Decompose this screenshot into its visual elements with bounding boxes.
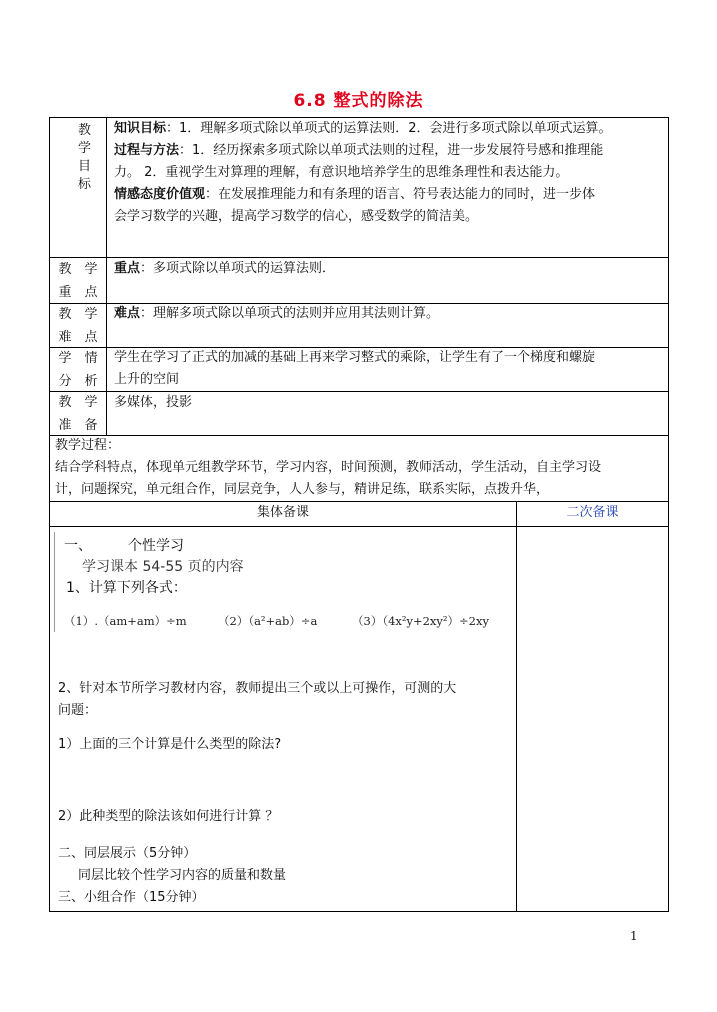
paragraph-2	[58, 678, 514, 722]
emotion-key: 情感态度价值观	[114, 187, 206, 202]
formula-3: （3）（4x²y+2xy²）÷2xy	[352, 614, 489, 628]
header-secondary: 二次备课	[566, 505, 619, 520]
goals-label-text: 教学目标	[78, 123, 92, 192]
question-2: 2）此种类型的除法该如何进行计算 ？	[58, 809, 279, 824]
paragraph-2-line-2: 问题：	[58, 703, 98, 718]
focus-label	[50, 258, 106, 304]
prep-label	[50, 391, 106, 437]
paragraph-2-line-1: 2、针对本节所学习教材内容，教师提出三个或以上可操作，可测的大	[58, 681, 457, 696]
focus-label-1: 教 学	[58, 262, 98, 277]
process-heading: 教学过程：	[55, 438, 121, 453]
prep-label-1: 教 学	[58, 395, 98, 410]
difficulty-label	[50, 303, 106, 349]
difficulty-label-1: 教 学	[58, 307, 98, 322]
goals-label	[78, 122, 100, 194]
goals-content	[114, 118, 666, 228]
prep-text: 多媒体，投影	[114, 395, 193, 410]
section-1-title: 个性学习	[128, 538, 184, 554]
section-1-heading	[64, 535, 184, 557]
focus-content	[114, 258, 666, 280]
emotion-text-2: 会学习数学的兴趣，提高学习数学的信心，感受数学的简洁美。	[114, 209, 479, 224]
formula-1: （1）.（am+am）÷m	[64, 614, 187, 628]
process-text-1: 结合学科特点，体现单元组教学环节，学习内容，时间预测，教师活动，学生活动，自主学习设	[55, 460, 602, 475]
emotion-text-1: ：在发展推理能力和有条理的语言、符号表达能力的同时，进一步体	[205, 187, 596, 202]
difficulty-label-2: 难 点	[58, 330, 98, 345]
analysis-label-1: 学 情	[58, 351, 98, 366]
difficulty-key: 难点	[114, 306, 141, 321]
section-1-sub: 学习课本 54-55 页的内容	[82, 559, 244, 575]
header-collective: 集体备课	[256, 505, 309, 520]
page-number: 1	[630, 929, 638, 943]
focus-key: 重点	[114, 261, 141, 276]
page-title: 6.8 整式的除法	[293, 91, 424, 111]
formula-2: （2）（a²+ab）÷a	[218, 614, 318, 628]
analysis-label-2: 分 析	[58, 374, 98, 389]
knowledge-key: 知识目标	[114, 121, 167, 136]
section-2-text: 同层比较个性学习内容的质量和数量	[78, 868, 287, 883]
difficulty-content	[114, 303, 666, 325]
question-1: 1）上面的三个计算是什么类型的除法?	[58, 737, 282, 752]
section-3-heading: 三、小组合作（15分钟）	[58, 890, 205, 905]
section-1-question: 1、计算下列各式：	[66, 580, 187, 596]
section-1-number: 一、	[64, 538, 92, 554]
analysis-content	[114, 347, 666, 391]
analysis-label	[50, 347, 106, 393]
process-text-2: 计，问题探究，单元组合作，同层竞争，人人参与，精讲足练，联系实际，点拨升华，	[55, 482, 550, 497]
focus-label-2: 重 点	[58, 285, 98, 300]
process-text-2: 力。 2．重视学生对算理的理解，有意识地培养学生的思维条理性和表达能力。	[114, 165, 569, 180]
difficulty-text: ：理解多项式除以单项式的法则并应用其法则计算。	[140, 306, 440, 321]
analysis-text-2: 上升的空间	[114, 372, 180, 387]
knowledge-text: ：1．理解多项式除以单项式的运算法则．2．会进行多项式除以单项式运算。	[166, 121, 612, 136]
process-key: 过程与方法	[114, 143, 180, 158]
process-text-1: ：1．经历探索多项式除以单项式法则的过程，进一步发展符号感和推理能	[179, 143, 604, 158]
prep-content	[114, 392, 666, 414]
analysis-text-1: 学生在学习了正式的加减的基础上再来学习整式的乘除，让学生有了一个梯度和螺旋	[114, 350, 596, 365]
section-2-heading: 二、同层展示（5分钟）	[58, 846, 197, 861]
process-content	[55, 435, 667, 501]
prep-label-2: 准 备	[58, 418, 98, 433]
focus-text: ：多项式除以单项式的运算法则．	[140, 261, 336, 276]
